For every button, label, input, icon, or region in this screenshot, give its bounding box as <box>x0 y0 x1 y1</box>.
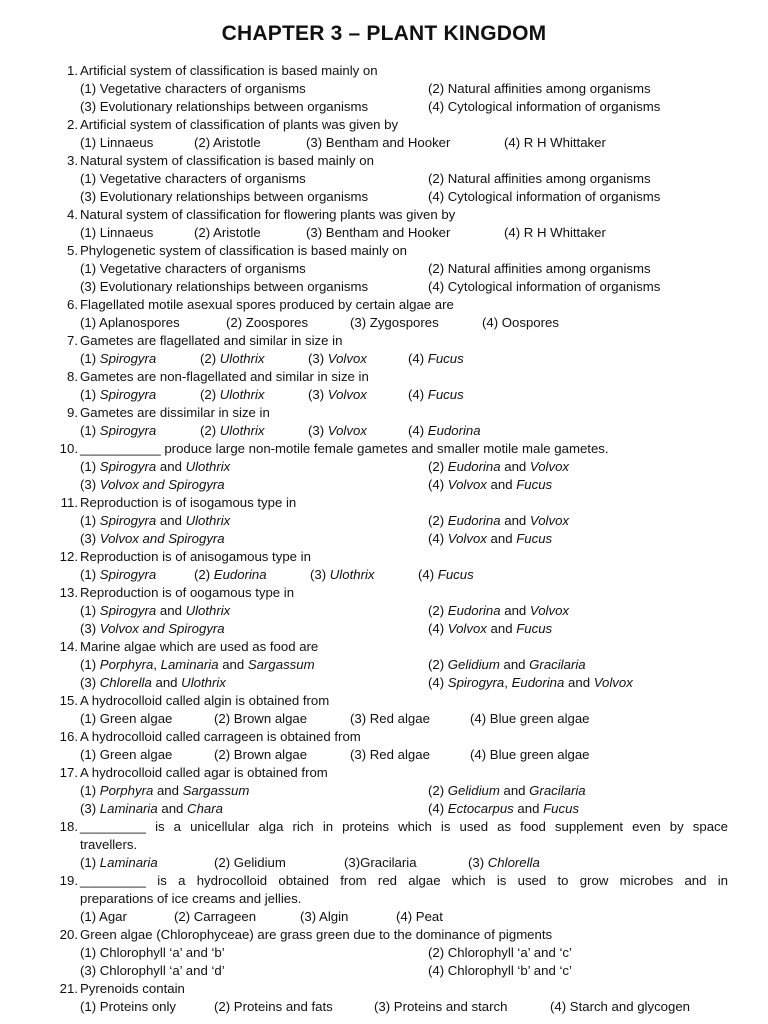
options-row <box>28 566 728 584</box>
answer-option: (4) Eudorina <box>408 423 481 438</box>
answer-option: (4) Chlorophyll ‘b’ and ‘c’ <box>428 963 572 978</box>
answer-option: (2) Gelidium and Gracilaria <box>428 783 586 798</box>
options-row <box>28 134 728 152</box>
answer-option: (4) R H Whittaker <box>504 225 606 240</box>
options-row <box>28 998 728 1016</box>
options-row <box>28 512 728 530</box>
answer-option: (2) Proteins and fats <box>214 999 333 1014</box>
question-stem <box>28 548 728 566</box>
answer-option: (2) Ulothrix <box>200 387 265 402</box>
question-text: Marine algae which are used as food are <box>80 639 319 654</box>
answer-option: (1) Chlorophyll ‘a’ and ‘b’ <box>80 945 225 960</box>
answer-option: (3) Bentham and Hooker <box>306 225 451 240</box>
options-row <box>28 944 728 962</box>
answer-option: (1) Porphyra and Sargassum <box>80 783 250 798</box>
question-text: A hydrocolloid called algin is obtained from <box>80 693 330 708</box>
options-row <box>28 314 728 332</box>
answer-option: (3) Bentham and Hooker <box>306 135 451 150</box>
question-stem <box>28 638 728 656</box>
question-text: _________ is a hydrocolloid obtained from red algae which is used to grow microbes and in <box>80 873 728 888</box>
question-stem <box>28 62 728 80</box>
answer-option: (3) Evolutionary relationships between organisms <box>80 279 369 294</box>
question-number: 1. <box>67 63 78 78</box>
options-row <box>28 476 728 494</box>
question-stem <box>28 728 728 746</box>
answer-option: (4) Fucus <box>418 567 474 582</box>
answer-option: (1) Agar <box>80 909 127 924</box>
question-text: Reproduction is of isogamous type in <box>80 495 297 510</box>
answer-option: (2) Gelidium <box>214 855 286 870</box>
answer-option: (3) Proteins and starch <box>374 999 508 1014</box>
answer-option: (2) Chlorophyll ‘a’ and ‘c’ <box>428 945 572 960</box>
options-row <box>28 962 728 980</box>
question-stem <box>28 494 728 512</box>
answer-option: (2) Natural affinities among organisms <box>428 261 651 276</box>
answer-option: (1) Vegetative characters of organisms <box>80 261 306 276</box>
question-text: A hydrocolloid called agar is obtained from <box>80 765 328 780</box>
question-item <box>28 728 728 764</box>
question-text: Gametes are dissimilar in size in <box>80 405 270 420</box>
question-item <box>28 440 728 494</box>
question-item <box>28 152 728 206</box>
question-number: 11. <box>60 495 78 510</box>
options-row <box>28 260 728 278</box>
options-row <box>28 602 728 620</box>
answer-option: (2) Brown algae <box>214 711 308 726</box>
question-text: preparations of ice creams and jellies. <box>80 891 302 906</box>
question-stem <box>28 764 728 782</box>
question-number: 9. <box>67 405 78 420</box>
answer-option: (1) Spirogyra and Ulothrix <box>80 513 231 528</box>
page-title: CHAPTER 3 – PLANT KINGDOM <box>221 22 547 45</box>
question-item <box>28 980 728 1016</box>
answer-option: (1) Spirogyra <box>80 387 157 402</box>
answer-option: (3) Red algae <box>350 711 430 726</box>
answer-option: (3) Volvox and Spirogyra <box>80 477 225 492</box>
answer-option: (4) Ectocarpus and Fucus <box>428 801 580 816</box>
answer-option: (3) Zygospores <box>350 315 439 330</box>
question-item <box>28 404 728 440</box>
answer-option: (3) Volvox <box>308 423 367 438</box>
question-item <box>28 494 728 548</box>
answer-option: (3) Chlorella and Ulothrix <box>80 675 226 690</box>
question-number: 7. <box>67 333 78 348</box>
answer-option: (4) Blue green algae <box>470 711 590 726</box>
question-number: 16. <box>59 729 78 744</box>
answer-option: (2) Aristotle <box>194 135 261 150</box>
question-item <box>28 368 728 404</box>
options-row <box>28 170 728 188</box>
question-text: Flagellated motile asexual spores produced by certain algae are <box>80 297 454 312</box>
question-item <box>28 296 728 332</box>
answer-option: (3)Gracilaria <box>344 855 417 870</box>
answer-option: (2) Brown algae <box>214 747 308 762</box>
question-text: Pyrenoids contain <box>80 981 185 996</box>
answer-option: (2) Ulothrix <box>200 351 265 366</box>
question-item <box>28 62 728 116</box>
answer-option: (1) Linnaeus <box>80 135 154 150</box>
answer-option: (3) Volvox and Spirogyra <box>80 621 225 636</box>
question-text-continued <box>28 890 728 908</box>
question-number: 6. <box>67 297 78 312</box>
options-row <box>28 224 728 242</box>
question-text: Reproduction is of oogamous type in <box>80 585 295 600</box>
answer-option: (4) Cytological information of organisms <box>428 189 661 204</box>
answer-option: (3) Algin <box>300 909 349 924</box>
answer-option: (2) Eudorina and Volvox <box>428 459 570 474</box>
question-text: A hydrocolloid called carrageen is obtained from <box>80 729 361 744</box>
options-row <box>28 746 728 764</box>
answer-option: (2) Eudorina and Volvox <box>428 513 570 528</box>
question-text: Green algae (Chlorophyceae) are grass green due to the dominance of pigments <box>80 927 553 942</box>
question-text: ___________ produce large non-motile female gametes and smaller motile male gametes. <box>80 441 609 456</box>
options-row <box>28 80 728 98</box>
options-row <box>28 530 728 548</box>
question-number: 2. <box>67 117 78 132</box>
answer-option: (4) Volvox and Fucus <box>428 621 553 636</box>
question-number: 4. <box>67 207 78 222</box>
answer-option: (4) Fucus <box>408 351 464 366</box>
answer-option: (4) R H Whittaker <box>504 135 606 150</box>
options-row <box>28 800 728 818</box>
answer-option: (4) Peat <box>396 909 443 924</box>
answer-option: (1) Green algae <box>80 747 173 762</box>
answer-option: (4) Spirogyra, Eudorina and Volvox <box>428 675 633 690</box>
question-item <box>28 332 728 368</box>
question-item <box>28 638 728 692</box>
options-row <box>28 620 728 638</box>
answer-option: (1) Spirogyra and Ulothrix <box>80 603 231 618</box>
question-stem <box>28 818 728 836</box>
answer-option: (2) Carrageen <box>174 909 257 924</box>
answer-option: (4) Blue green algae <box>470 747 590 762</box>
question-item <box>28 872 728 926</box>
question-number: 3. <box>67 153 78 168</box>
answer-option: (3) Laminaria and Chara <box>80 801 223 816</box>
question-item <box>28 116 728 152</box>
answer-option: (2) Ulothrix <box>200 423 265 438</box>
question-item <box>28 764 728 818</box>
question-number: 15. <box>59 693 78 708</box>
answer-option: (2) Natural affinities among organisms <box>428 81 651 96</box>
question-number: 18. <box>59 819 78 834</box>
answer-option: (1) Vegetative characters of organisms <box>80 171 306 186</box>
options-row <box>28 674 728 692</box>
answer-option: (2) Eudorina <box>194 567 267 582</box>
question-text-continued <box>28 836 728 854</box>
question-number: 13. <box>59 585 78 600</box>
answer-option: (1) Spirogyra and Ulothrix <box>80 459 231 474</box>
options-row <box>28 278 728 296</box>
answer-option: (3) Volvox and Spirogyra <box>80 531 225 546</box>
question-text: _________ is a unicellular alga rich in proteins which is used as food supplement even by space <box>80 819 728 834</box>
question-item <box>28 548 728 584</box>
answer-option: (3) Red algae <box>350 747 430 762</box>
options-row <box>28 188 728 206</box>
answer-option: (2) Zoospores <box>226 315 309 330</box>
question-stem <box>28 152 728 170</box>
answer-option: (4) Oospores <box>482 315 559 330</box>
answer-option: (4) Cytological information of organisms <box>428 99 661 114</box>
options-row <box>28 422 728 440</box>
question-number: 17. <box>59 765 78 780</box>
options-row <box>28 386 728 404</box>
question-text: Artificial system of classification is based mainly on <box>80 63 378 78</box>
answer-option: (3) Chlorella <box>468 855 540 870</box>
question-stem <box>28 116 728 134</box>
answer-option: (1) Green algae <box>80 711 173 726</box>
question-text: Reproduction is of anisogamous type in <box>80 549 311 564</box>
question-number: 8. <box>67 369 78 384</box>
answer-option: (1) Spirogyra <box>80 351 157 366</box>
options-row <box>28 350 728 368</box>
question-item <box>28 818 728 872</box>
options-row <box>28 710 728 728</box>
answer-option: (1) Spirogyra <box>80 567 157 582</box>
question-stem <box>28 296 728 314</box>
answer-option: (1) Aplanospores <box>80 315 180 330</box>
answer-option: (3) Chlorophyll ‘a’ and ‘d’ <box>80 963 225 978</box>
question-text: Phylogenetic system of classification is based mainly on <box>80 243 407 258</box>
question-number: 14. <box>59 639 78 654</box>
answer-option: (3) Evolutionary relationships between organisms <box>80 99 369 114</box>
answer-option: (4) Fucus <box>408 387 464 402</box>
question-number: 12. <box>59 549 78 564</box>
options-row <box>28 656 728 674</box>
answer-option: (1) Vegetative characters of organisms <box>80 81 306 96</box>
question-number: 21. <box>59 981 78 996</box>
question-item <box>28 242 728 296</box>
question-item <box>28 692 728 728</box>
options-row <box>28 908 728 926</box>
question-text: Gametes are flagellated and similar in size in <box>80 333 343 348</box>
answer-option: (3) Volvox <box>308 351 367 366</box>
question-stem <box>28 926 728 944</box>
question-number: 10. <box>59 441 78 456</box>
question-item <box>28 584 728 638</box>
answer-option: (3) Volvox <box>308 387 367 402</box>
answer-option: (1) Porphyra, Laminaria and Sargassum <box>80 657 315 672</box>
options-row <box>28 458 728 476</box>
question-stem <box>28 440 728 458</box>
question-number: 5. <box>67 243 78 258</box>
question-list <box>28 62 728 1016</box>
question-text: Artificial system of classification of plants was given by <box>80 117 399 132</box>
question-stem <box>28 404 728 422</box>
question-text: travellers. <box>80 837 138 852</box>
question-stem <box>28 206 728 224</box>
question-stem <box>28 242 728 260</box>
question-text: Gametes are non-flagellated and similar in size in <box>80 369 369 384</box>
answer-option: (4) Cytological information of organisms <box>428 279 661 294</box>
answer-option: (1) Laminaria <box>80 855 158 870</box>
answer-option: (4) Volvox and Fucus <box>428 531 553 546</box>
question-stem <box>28 584 728 602</box>
question-text: Natural system of classification for flowering plants was given by <box>80 207 456 222</box>
answer-option: (4) Volvox and Fucus <box>428 477 553 492</box>
answer-option: (3) Ulothrix <box>310 567 375 582</box>
question-stem <box>28 872 728 890</box>
answer-option: (1) Proteins only <box>80 999 177 1014</box>
question-stem <box>28 332 728 350</box>
answer-option: (2) Gelidium and Gracilaria <box>428 657 586 672</box>
question-item <box>28 926 728 980</box>
question-stem <box>28 368 728 386</box>
answer-option: (2) Eudorina and Volvox <box>428 603 570 618</box>
options-row <box>28 98 728 116</box>
question-item <box>28 206 728 242</box>
question-number: 20. <box>59 927 78 942</box>
question-number: 19. <box>59 873 78 888</box>
options-row <box>28 782 728 800</box>
answer-option: (1) Spirogyra <box>80 423 157 438</box>
answer-option: (1) Linnaeus <box>80 225 154 240</box>
answer-option: (4) Starch and glycogen <box>550 999 691 1014</box>
options-row <box>28 854 728 872</box>
question-text: Natural system of classification is based mainly on <box>80 153 374 168</box>
question-stem <box>28 980 728 998</box>
answer-option: (2) Natural affinities among organisms <box>428 171 651 186</box>
question-stem <box>28 692 728 710</box>
answer-option: (3) Evolutionary relationships between organisms <box>80 189 369 204</box>
answer-option: (2) Aristotle <box>194 225 261 240</box>
